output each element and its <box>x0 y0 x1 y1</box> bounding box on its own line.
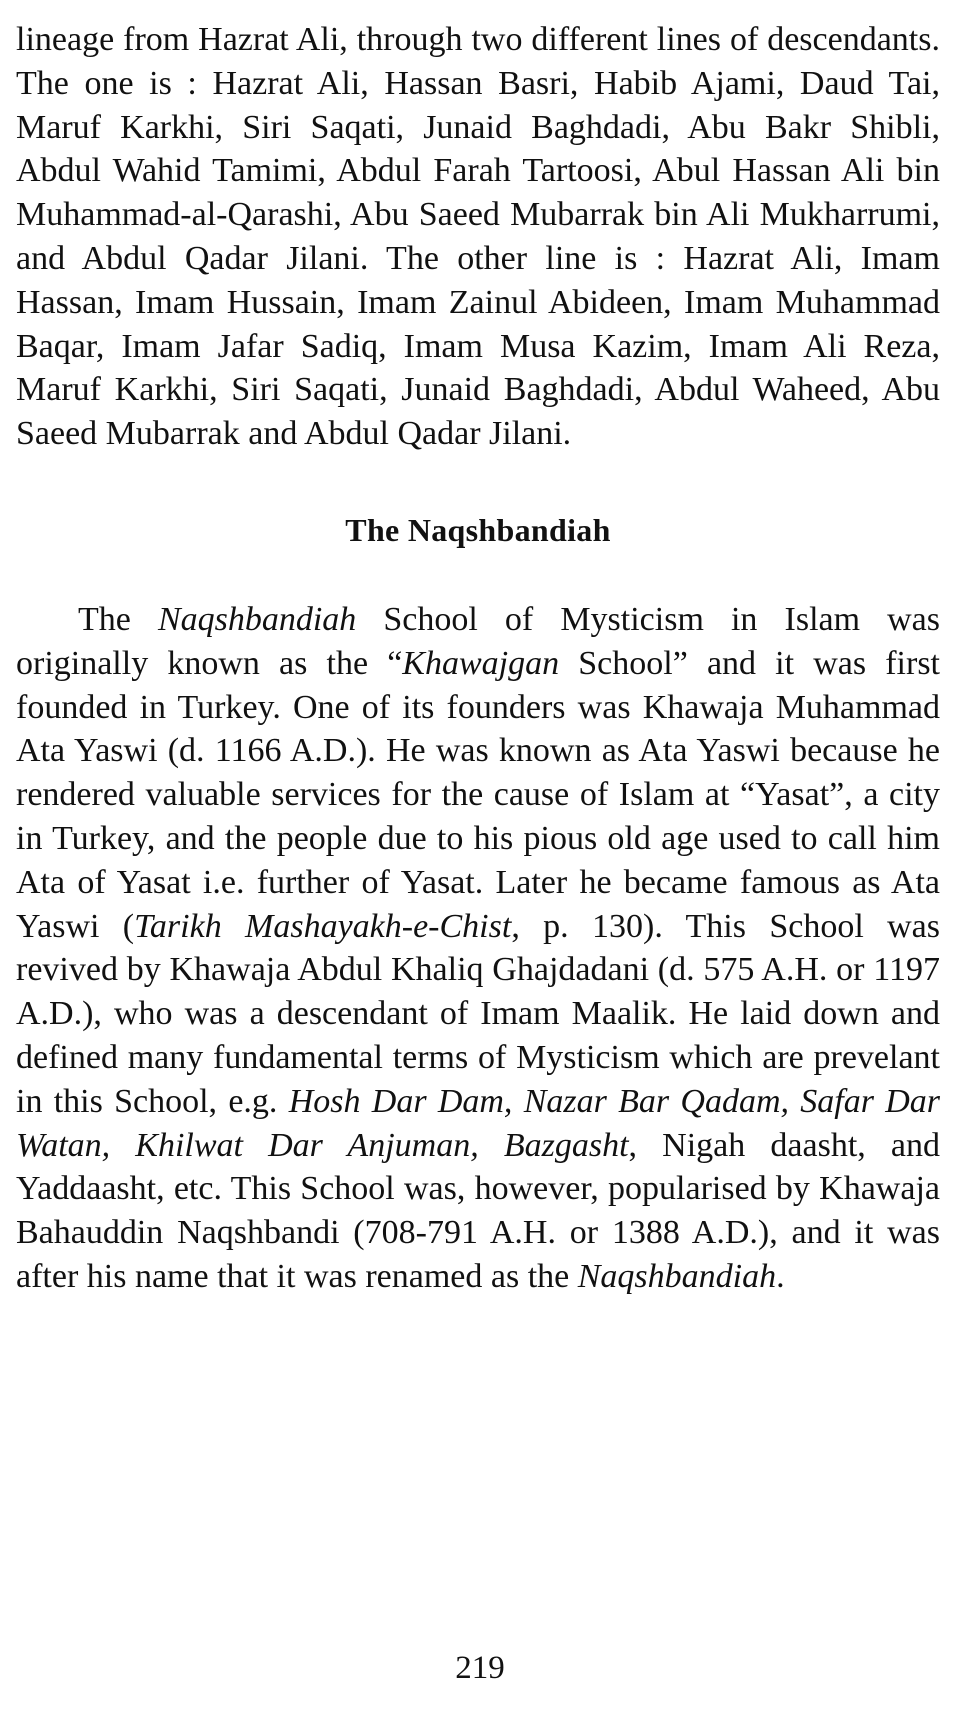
text-segment: The <box>78 600 158 638</box>
italic-term: Naqshbandiah <box>157 600 357 638</box>
section-heading: The Naqshbandiah <box>345 511 611 548</box>
book-page <box>16 18 940 1299</box>
paragraph-lineage: lineage from Hazrat Ali, through two different lines of descendants. The one is : Hazrat Ali, Hassan Basri, Habib Ajami, Daud Tai, Maruf Karkhi, Siri Saqati, Junaid Baghdadi, Abu Bakr Shibli, Abdul Wahid Tamimi, Abdul Farah Tartoosi, Abul Hassan Ali bin Muhammad-al-Qarashi, Abu Saeed Mubarrak bin Ali Mukharrumi, and Abdul Qadar Jilani. The other line is : Hazrat Ali, Imam Hassan, Imam Hussain, Imam Zainul Abideen, Imam Muhammad Baqar, Imam Jafar Sadiq, Imam Musa Kazim, Imam Ali Reza, Maruf Karkhi, Siri Saqati, Junaid Baghdadi, Abdul Waheed, Abu Saeed Mubarrak and Abdul Qadar Jilani. <box>16 21 940 453</box>
text-segment: , Nigah daasht, and Yaddaasht, etc. This School was, however, popularised by Khawaja Bahauddin Naqshbandi (708-791 A.H. or 1388 A.D.), and it was after his name that it was renamed as the <box>16 1126 940 1295</box>
text-segment: . <box>776 1257 785 1295</box>
italic-citation: Tarikh Mashayakh-e-Chist <box>134 907 512 945</box>
paragraph-naqshbandiah <box>16 598 940 1299</box>
italic-term: Khawajgan <box>402 644 560 682</box>
text-segment: , p. 130). This School was revived by Khawaja Abdul Khaliq Ghajdadani (d. 575 A.H. or 1197 A.D.), who was a descendant of Imam Maalik. He laid down and defined many fundamental terms of Mysticism which are prevelant in this School, e.g. <box>16 907 940 1120</box>
text-segment: School of Mysticism in Islam was originally known as the “ <box>16 600 941 682</box>
page-number: 219 <box>455 1650 505 1686</box>
italic-term: Naqshbandiah <box>577 1257 777 1295</box>
italic-terms-list: Hosh Dar Dam, Nazar Bar Qadam, Safar Dar Watan, Khilwat Dar Anjuman, Bazgasht <box>16 1082 941 1164</box>
text-segment: School” and it was first founded in Turkey. One of its founders was Khawaja Muhammad Ata Yaswi (d. 1166 A.D.). He was known as Ata Yaswi because he rendered valuable services for the cause of Islam at “Yasat”, a city in Turkey, and the people due to his pious old age used to call him Ata of Yasat i.e. further of Yasat. Later he became famous as Ata Yaswi ( <box>16 644 941 945</box>
